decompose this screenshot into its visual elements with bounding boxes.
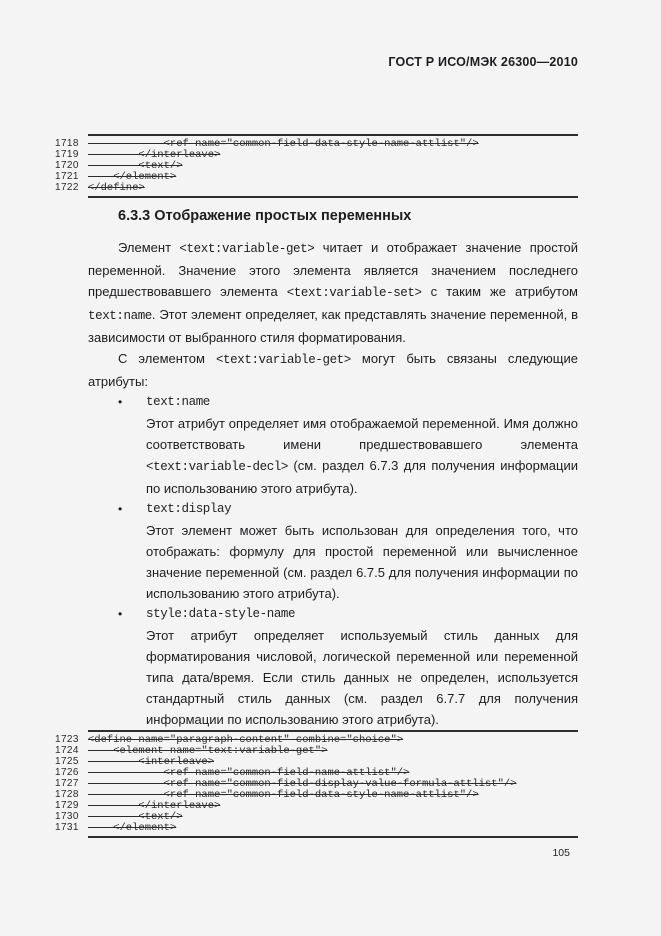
text-run: (см. раздел 6.7.3 для получения информации по использованию этого атрибута). — [146, 458, 578, 496]
code-line — [55, 149, 578, 160]
line-number: 1719 — [55, 149, 79, 160]
text-run: читает и отображает значение простой переменной. Значение этого элемента является значением последнего предшествовавшего элемента — [88, 240, 578, 299]
text-run: . Этот элемент определяет, как представлять значение переменной, в зависимости от выбранного стиля форматирования. — [88, 307, 578, 345]
page-content — [0, 134, 661, 859]
code-line — [55, 822, 578, 833]
line-number: 1720 — [55, 160, 79, 171]
line-number: 1723 — [55, 734, 79, 745]
code-text: <define name="paragraph-content" combine="choice"> — [88, 734, 404, 746]
line-number: 1731 — [55, 822, 79, 833]
code-text: <interleave> — [88, 756, 215, 768]
code-line — [55, 745, 578, 756]
listing-bottom-divider — [88, 196, 578, 198]
list-item — [88, 499, 578, 604]
code-text: </element> — [88, 171, 177, 183]
line-number: 1729 — [55, 800, 79, 811]
document-header-title: ГОСТ Р ИСО/МЭК 26300—2010 — [388, 55, 578, 69]
code-line — [55, 734, 578, 745]
paragraph — [88, 237, 578, 348]
bullet-marker: • — [118, 502, 123, 516]
code-lines — [55, 732, 578, 836]
text-run: Этот атрибут определяет имя отображаемой переменной. Имя должно соответствовать имени предшествовавшего элемента — [146, 416, 578, 452]
inline-code: <text:variable-get> — [215, 353, 351, 367]
inline-code: <text:variable-set> — [286, 286, 422, 300]
code-text: <ref name="common-field-data-style-name-attlist"/> — [88, 789, 479, 801]
code-line — [55, 756, 578, 767]
line-number: 1718 — [55, 138, 79, 149]
code-text: </interleave> — [88, 149, 221, 161]
code-line — [55, 171, 578, 182]
code-lines — [55, 136, 578, 196]
section-body — [88, 237, 578, 730]
text-run: Этот элемент может быть использован для определения того, что отображать: формулу для простой переменной или вычисленное значение переменной (см. раздел 6.7.5 для получения информации по использованию этого атрибута). — [146, 523, 578, 601]
line-number: 1725 — [55, 756, 79, 767]
code-text: </element> — [88, 822, 177, 834]
section-heading: 6.3.3 Отображение простых переменных — [118, 208, 412, 224]
line-number: 1730 — [55, 811, 79, 822]
bullet-marker: • — [118, 607, 123, 621]
code-line — [55, 800, 578, 811]
attribute-description — [146, 520, 578, 604]
code-text: <ref name="common-field-display-value-formula-attlist"/> — [88, 778, 517, 790]
inline-code: text:name — [88, 309, 152, 323]
code-text: <ref name="common-field-name-attlist"/> — [88, 767, 410, 779]
code-listing-bottom — [55, 730, 578, 838]
attribute-description — [146, 625, 578, 730]
code-line — [55, 138, 578, 149]
code-line — [55, 767, 578, 778]
code-text: </define> — [88, 182, 145, 194]
page-number: 105 — [552, 847, 570, 859]
line-number: 1721 — [55, 171, 79, 182]
attribute-name: style:data-style-name — [146, 607, 296, 621]
attribute-name: text:name — [146, 395, 210, 409]
code-line — [55, 182, 578, 193]
bullet-marker: • — [118, 395, 123, 409]
attribute-description — [146, 413, 578, 499]
attribute-name: text:display — [146, 502, 232, 516]
line-number: 1726 — [55, 767, 79, 778]
code-line — [55, 789, 578, 800]
inline-code: <text:variable-get> — [179, 242, 315, 256]
code-line — [55, 160, 578, 171]
list-item — [88, 604, 578, 730]
text-run: могут быть связаны следующие атрибуты: — [88, 351, 578, 389]
list-item — [88, 392, 578, 499]
code-text: <ref name="common-field-data-style-name-attlist"/> — [88, 138, 479, 150]
code-listing-top — [55, 134, 578, 198]
line-number: 1727 — [55, 778, 79, 789]
attribute-list — [88, 392, 578, 730]
code-line — [55, 778, 578, 789]
text-run: Этот атрибут определяет используемый стиль данных для форматирования числовой, логической переменной или переменной типа дата/время. Если стиль данных не определен, используется стандартный стиль данных (см. раздел 6.7.7 для получения информации по использованию этого атрибута). — [146, 628, 578, 727]
text-run: с таким же атрибутом — [421, 284, 578, 299]
code-text: </interleave> — [88, 800, 221, 812]
code-text: <text/> — [88, 811, 183, 823]
line-number: 1722 — [55, 182, 79, 193]
text-run: Элемент — [118, 240, 180, 255]
line-number: 1724 — [55, 745, 79, 756]
inline-code: <text:variable-decl> — [146, 460, 289, 474]
code-line — [55, 811, 578, 822]
code-text: <text/> — [88, 160, 183, 172]
text-run: С элементом — [118, 351, 216, 366]
listing-bottom-divider — [88, 836, 578, 838]
paragraph — [88, 348, 578, 392]
line-number: 1728 — [55, 789, 79, 800]
code-text: <element name="text:variable-get"> — [88, 745, 328, 757]
